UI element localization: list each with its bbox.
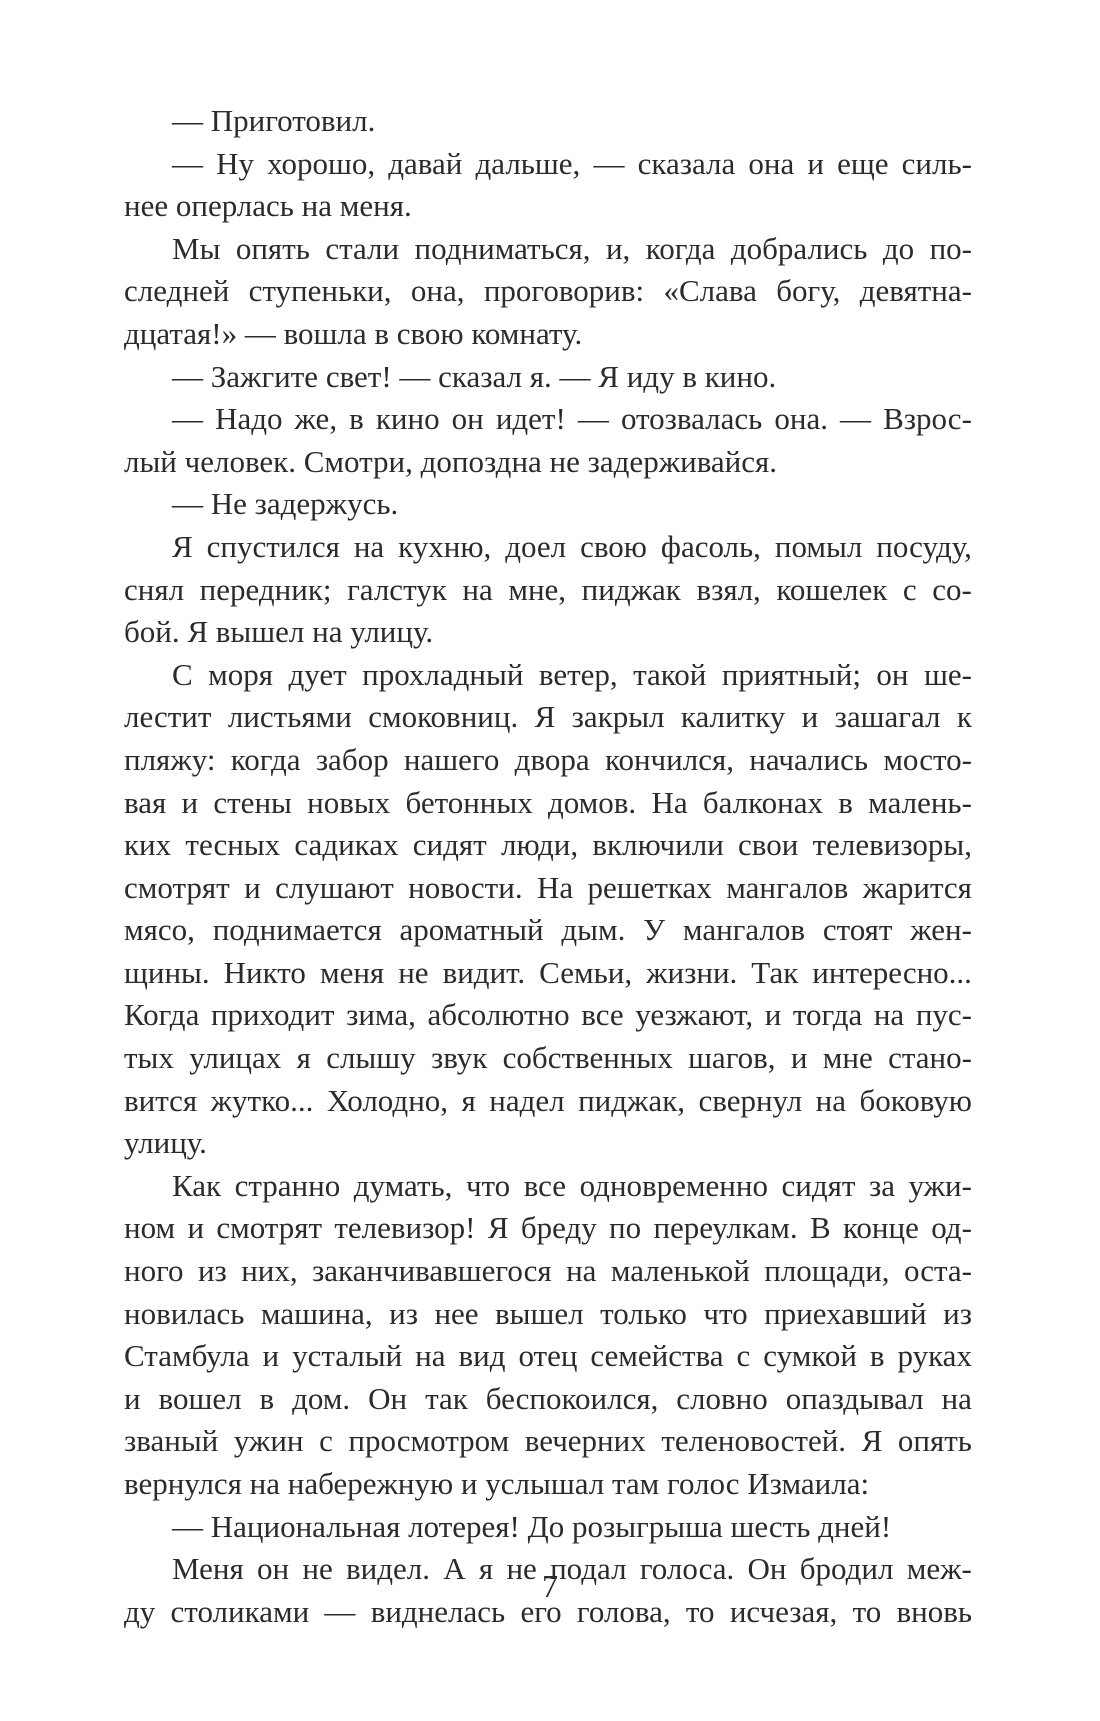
text-line: смотрят и слушают новости. На решетках мангалов жарится xyxy=(124,869,972,905)
text-line: Меня он не видел. А я не подал голоса. Он бродил меж- xyxy=(172,1551,972,1587)
text-line: снял передник; галстук на мне, пиджак взял, кошелек с со- xyxy=(124,571,972,607)
page-number: 7 xyxy=(542,1568,558,1604)
text-line: нее оперлась на меня. xyxy=(124,188,412,224)
text-line: — Приготовил. xyxy=(172,103,376,138)
text-line: Мы опять стали подниматься, и, когда добрались до по- xyxy=(172,230,972,266)
body-text xyxy=(124,100,972,1633)
text-line: С моря дует прохладный ветер, такой приятный; он ше- xyxy=(172,656,972,692)
text-line: улицу. xyxy=(124,1125,207,1161)
text-line: — Не задержусь. xyxy=(172,486,399,522)
text-line: — Ну хорошо, давай дальше, — сказала она и еще силь- xyxy=(172,145,972,181)
text-line: вится жутко... Холодно, я надел пиджак, свернул на боковую xyxy=(124,1082,972,1118)
text-line: Как странно думать, что все одновременно сидят за ужи- xyxy=(172,1167,972,1203)
text-line: ду столиками — виднелась его голова, то исчезая, то вновь xyxy=(124,1593,972,1629)
text-line: — Национальная лотерея! До розыгрыша шесть дней! xyxy=(172,1508,892,1544)
text-line: — Зажгите свет! — сказал я. — Я иду в кино. xyxy=(172,358,777,394)
text-line: ном и смотрят телевизор! Я бреду по переулкам. В конце од- xyxy=(124,1210,972,1246)
text-line: ких тесных садиках сидят люди, включили свои телевизоры, xyxy=(124,827,972,863)
text-line: новилась машина, из нее вышел только что приехавший из xyxy=(124,1295,972,1331)
text-line: тых улицах я слышу звук собственных шагов, и мне стано- xyxy=(124,1040,972,1076)
text-line: следней ступеньки, она, проговорив: «Слава богу, девятна- xyxy=(124,273,972,309)
text-line: лестит листьями смоковниц. Я закрыл калитку и зашагал к xyxy=(124,699,972,735)
text-line: вая и стены новых бетонных домов. На балконах в малень- xyxy=(124,784,972,820)
text-line: лый человек. Смотри, допоздна не задерживайся. xyxy=(124,443,778,479)
text-line: пляжу: когда забор нашего двора кончился, начались мосто- xyxy=(124,741,972,777)
text-line: и вошел в дом. Он так беспокоился, словно опаздывал на xyxy=(124,1380,972,1416)
text-line: званый ужин с просмотром вечерних теленовостей. Я опять xyxy=(124,1423,972,1459)
text-line: щины. Никто меня не видит. Семьи, жизни. Так интересно... xyxy=(124,954,972,990)
text-line: Стамбула и усталый на вид отец семейства с сумкой в руках xyxy=(124,1338,972,1374)
text-line: Я спустился на кухню, доел свою фасоль, помыл посуду, xyxy=(172,528,972,564)
text-line: вернулся на набережную и услышал там голос Измаила: xyxy=(124,1466,870,1501)
text-line: дцатая!» — вошла в свою комнату. xyxy=(124,315,583,351)
text-line: — Надо же, в кино он идет! — отозвалась она. — Взрос- xyxy=(172,401,972,437)
text-line: Когда приходит зима, абсолютно все уезжают, и тогда на пус- xyxy=(124,997,972,1033)
text-line: мясо, поднимается ароматный дым. У мангалов стоят жен- xyxy=(124,912,972,948)
text-line: бой. Я вышел на улицу. xyxy=(124,614,434,650)
text-line: ного из них, заканчивавшегося на маленькой площади, оста- xyxy=(124,1253,972,1289)
